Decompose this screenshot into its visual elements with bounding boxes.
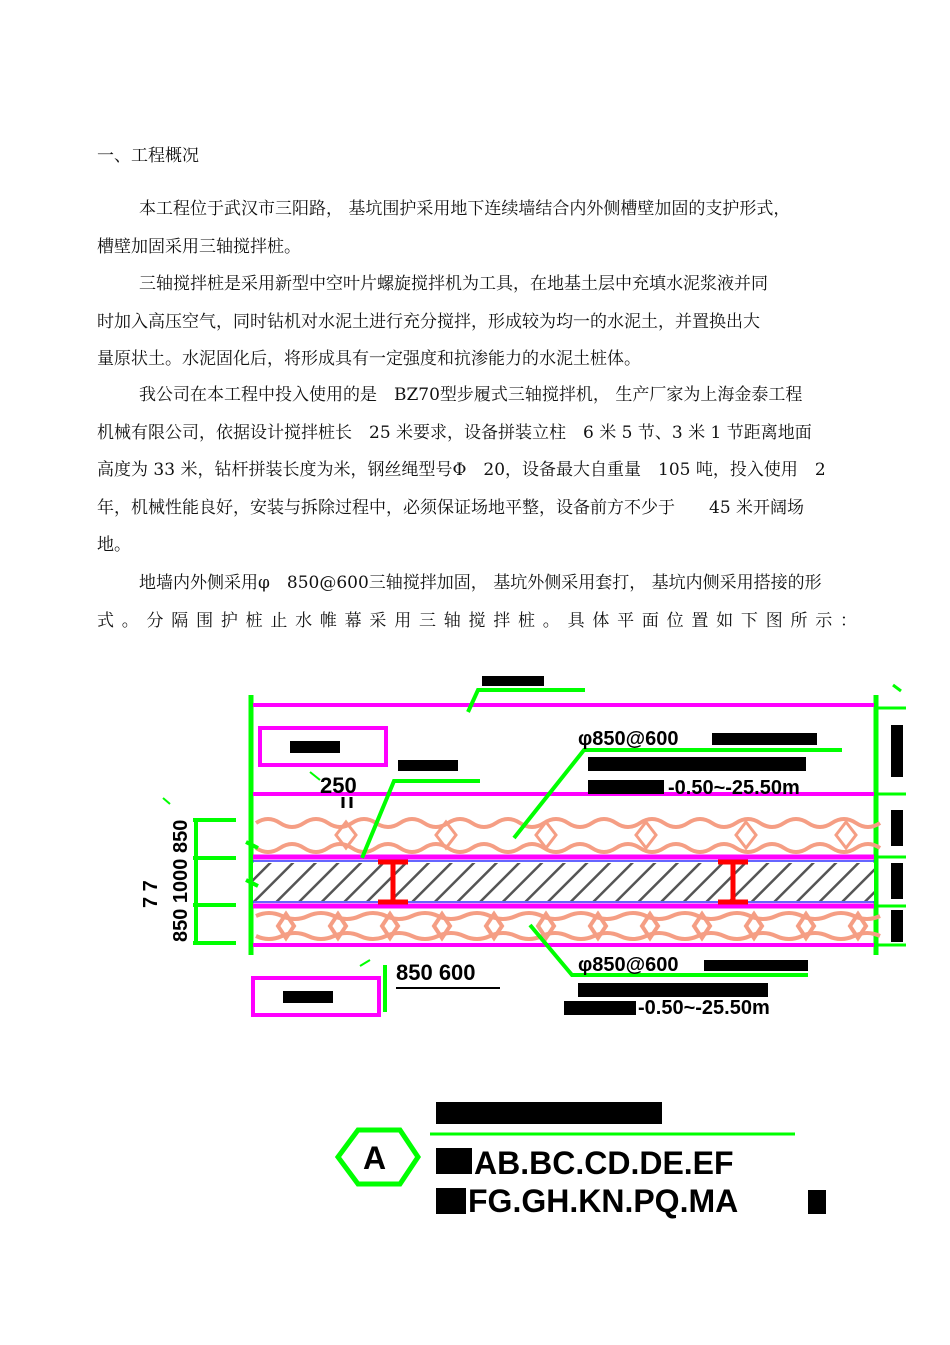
inner-side-label-text — [290, 741, 340, 753]
text-line: 本工程位于武汉市三阳路， 基坑围护采用地下连续墙结合内外侧槽壁加固的支护形式， — [139, 199, 791, 219]
diaphragm-wall-hatch — [253, 863, 874, 901]
detail-line1-head — [436, 1148, 472, 1174]
detail-line2-head — [436, 1188, 466, 1214]
top-callout-line2 — [588, 757, 806, 771]
lower-pile-row — [256, 913, 880, 939]
detail-line2-tail — [808, 1190, 826, 1214]
bottom-callout-line3: -0.50~-25.50m — [638, 997, 770, 1019]
text-line: 槽壁加固采用三轴搅拌桩。 — [97, 236, 301, 257]
text-line: 三轴搅拌桩是采用新型中空叶片螺旋搅拌机为工具，在地基土层中充填水泥浆液并同 — [139, 274, 768, 294]
top-callout-line3-head — [588, 780, 664, 794]
top-callout-line3: -0.50~-25.50m — [668, 777, 800, 799]
tick-250-green — [310, 772, 320, 780]
text-line: 机械有限公司，依据设计搅拌桩长 25 米要求，设备拼装立柱 6 米 5 节、3 米 1 节距离地面 — [97, 422, 812, 443]
left-tick — [163, 798, 170, 804]
text-line: 地。 — [97, 535, 131, 555]
detail-line2-text: FG.GH.KN.PQ.MA — [468, 1183, 739, 1219]
bottom-dimension-text: 850 600 — [396, 960, 476, 985]
top-leader-line — [468, 690, 585, 712]
section-heading: 一、工程概况 — [97, 146, 199, 166]
bottom-callout-line1-tail — [704, 960, 808, 971]
top-leader-label — [482, 676, 544, 686]
top-callout-line1: φ850@600 — [578, 728, 679, 750]
text-line: 高度为 33 米，钻杆拼装长度为米，钢丝绳型号Φ 20，设备最大自重量 105 吨，投入使用 2 — [97, 460, 826, 480]
top-callout-line1-tail — [712, 733, 817, 745]
left-dimension-arrows: 7 7 — [140, 880, 162, 908]
right-dimension-marks — [891, 725, 903, 942]
bottom-callout-line3-head — [564, 1001, 636, 1015]
text-line: 式。分隔围护桩止水帷幕采用三轴搅拌桩。具体平面位置如下图所示： — [97, 610, 857, 631]
dimension-250-text: 250 — [320, 773, 357, 798]
bottom-dim-tick — [360, 960, 370, 966]
text-line: 时加入高压空气，同时钻机对水泥土进行充分搅拌，形成较为均一的水泥土，并置换出大 — [97, 311, 760, 332]
bottom-callout-line1: φ850@600 — [578, 954, 679, 976]
outer-side-label-text — [283, 991, 333, 1003]
detail-symbol-letter: A — [363, 1140, 387, 1176]
text-line: 年，机械性能良好，安装与拆除过程中，必须保证场地平整，设备前方不少于 45 米开阔场 — [97, 497, 805, 518]
text-line: 量原状土。水泥固化后，将形成具有一定强度和抗渗能力的水泥土桩体。 — [97, 349, 641, 369]
text-line: 地墙内外侧采用φ 850@600三轴搅拌加固， 基坑外侧采用套打， 基坑内侧采用搭接的形 — [139, 573, 822, 593]
joint-leader-label — [398, 760, 458, 771]
left-dimension-text: 850 1000 850 — [170, 819, 192, 942]
bottom-callout-line2 — [578, 983, 768, 997]
text-line: 我公司在本工程中投入使用的是 BZ70型步履式三轴搅拌机， 生产厂家为上海金泰工程 — [139, 385, 803, 405]
detail-title-bar — [436, 1102, 662, 1124]
left-dimension-bars — [193, 818, 258, 945]
detail-line1-text: AB.BC.CD.DE.EF — [474, 1145, 734, 1181]
